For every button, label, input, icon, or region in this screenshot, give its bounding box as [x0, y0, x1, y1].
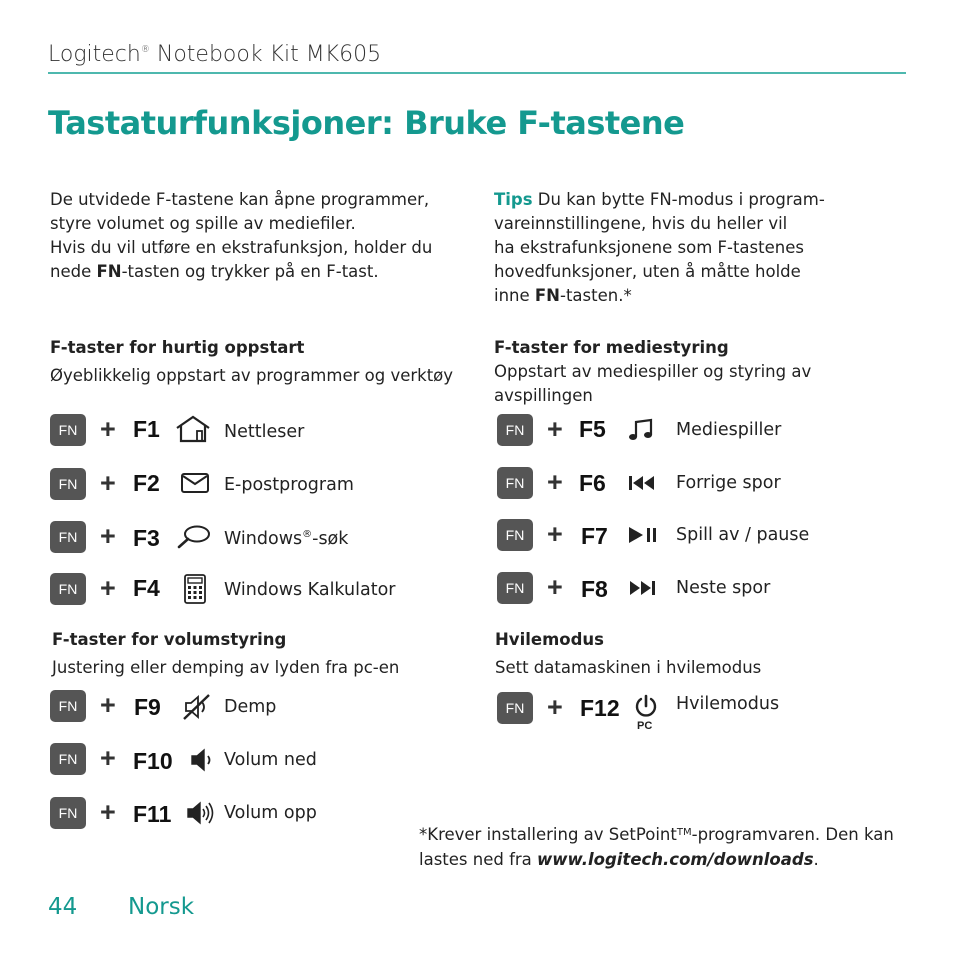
fn-key: FN: [497, 519, 533, 551]
tips-line: ha ekstrafunksjonene som F-tastenes: [494, 238, 804, 257]
plus-sign: +: [100, 797, 116, 827]
footnote-text: .: [813, 850, 819, 869]
section-heading-media: F-taster for mediestyring: [494, 338, 729, 357]
search-icon: [176, 524, 212, 550]
pc-label: PC: [637, 720, 653, 732]
tips-line: hovedfunksjoner, uten å måtte holde: [494, 262, 801, 281]
f12-key: F12: [580, 695, 620, 721]
f5-label: Mediespiller: [676, 420, 782, 440]
fn-key: FN: [50, 690, 86, 722]
plus-sign: +: [100, 521, 116, 551]
section-desc-line: avspillingen: [494, 386, 593, 405]
f5-key: F5: [579, 416, 606, 442]
intro-line: De utvidede F-tastene kan åpne programmer,: [50, 190, 430, 209]
f2-label: E-postprogram: [224, 475, 354, 495]
f3-label: [224, 530, 348, 549]
section-desc-volume: Justering eller demping av lyden fra pc-en: [52, 658, 400, 677]
f7-key: F7: [581, 523, 608, 549]
section-desc-quick: Øyeblikkelig oppstart av programmer og verktøy: [50, 366, 454, 385]
plus-sign: +: [100, 468, 116, 498]
fn-key: FN: [497, 692, 533, 724]
tips-text: Du kan bytte FN-modus i program-: [532, 190, 825, 209]
f4-label: Windows Kalkulator: [224, 580, 396, 600]
page-title: Tastaturfunksjoner: Bruke F-tastene: [48, 104, 685, 142]
intro-text: nede: [50, 262, 97, 281]
section-desc-sleep: Sett datamaskinen i hvilemodus: [495, 658, 762, 677]
footnote-line: [419, 820, 914, 847]
registered-mark: ®: [140, 45, 150, 55]
plus-sign: +: [100, 414, 116, 444]
f9-label: Demp: [224, 697, 277, 717]
intro-line: styre volumet og spille av mediefiler.: [50, 214, 356, 233]
f4-key: F4: [133, 575, 160, 601]
f1-label: Nettleser: [224, 422, 305, 442]
f12-label: Hvilemodus: [676, 694, 780, 714]
f11-label: Volum opp: [224, 803, 317, 823]
tips-paragraph: [494, 188, 894, 308]
intro-line: [50, 260, 460, 284]
volume-down-icon: [190, 746, 216, 774]
music-note-icon: [628, 418, 656, 442]
intro-line: Hvis du vil utføre en ekstrafunksjon, holder du: [50, 238, 433, 257]
plus-sign: +: [547, 467, 563, 497]
plus-sign: +: [547, 519, 563, 549]
fn-key: FN: [50, 468, 86, 500]
registered-mark: ®: [302, 529, 313, 540]
f1-key: F1: [133, 416, 160, 442]
previous-track-icon: [628, 474, 656, 492]
tips-fn-bold: FN: [534, 286, 560, 305]
f3-key: F3: [133, 525, 160, 551]
plus-sign: +: [100, 690, 116, 720]
tips-line: vareinnstillingene, hvis du heller vil: [494, 214, 788, 233]
product-name: Notebook Kit MK605: [156, 42, 382, 67]
mute-icon: [182, 693, 212, 721]
f10-label: Volum ned: [224, 750, 317, 770]
play-pause-icon: [628, 526, 660, 544]
f9-key: F9: [134, 694, 161, 720]
plus-sign: +: [547, 414, 563, 444]
plus-sign: +: [100, 573, 116, 603]
fn-key: FN: [50, 797, 86, 829]
section-desc-media: [494, 360, 811, 408]
f3-label-text: Windows: [224, 529, 303, 549]
f10-key: F10: [133, 748, 173, 774]
footnote-text: lastes ned fra: [419, 850, 538, 869]
tips-line: [494, 188, 894, 212]
footnote-line: [419, 847, 914, 872]
next-track-icon: [628, 579, 656, 597]
tips-text: inne: [494, 286, 535, 305]
tips-label: Tips: [494, 190, 533, 209]
section-heading-quick: F-taster for hurtig oppstart: [50, 338, 305, 357]
power-icon: [634, 694, 658, 718]
plus-sign: +: [547, 692, 563, 722]
footnote: [419, 820, 914, 872]
f2-key: F2: [133, 470, 160, 496]
section-heading-volume: F-taster for volumstyring: [52, 630, 287, 649]
envelope-icon: [180, 472, 210, 494]
brand-name: Logitech: [48, 42, 141, 67]
f11-key: F11: [133, 801, 172, 827]
f6-label: Forrige spor: [676, 473, 781, 493]
fn-key: FN: [50, 414, 86, 446]
f6-key: F6: [579, 470, 606, 496]
page-number: 44: [48, 894, 78, 920]
f3-label-suffix: -søk: [312, 529, 349, 549]
footnote-text: *Krever installering av SetPoint: [419, 825, 677, 844]
header-rule: [48, 72, 906, 74]
intro-fn-bold: FN: [96, 262, 122, 281]
plus-sign: +: [547, 572, 563, 602]
brand-header: [48, 42, 381, 67]
intro-paragraph: [50, 188, 460, 284]
f7-label: Spill av / pause: [676, 525, 810, 545]
fn-key: FN: [50, 573, 86, 605]
tips-text: -tasten.*: [560, 286, 632, 305]
section-heading-sleep: Hvilemodus: [495, 630, 604, 649]
tips-line: [494, 284, 894, 308]
download-link[interactable]: www.logitech.com/downloads: [537, 850, 814, 869]
f8-label: Neste spor: [676, 578, 771, 598]
fn-key: FN: [497, 467, 533, 499]
section-desc-line: Oppstart av mediespiller og styring av: [494, 362, 812, 381]
footnote-text: -programvaren. Den kan: [691, 825, 894, 844]
fn-key: FN: [497, 572, 533, 604]
calculator-icon: [183, 574, 207, 604]
fn-key: FN: [50, 521, 86, 553]
f8-key: F8: [581, 576, 608, 602]
plus-sign: +: [100, 743, 116, 773]
home-icon: [174, 414, 212, 444]
trademark-mark: TM: [676, 827, 692, 838]
fn-key: FN: [497, 414, 533, 446]
fn-key: FN: [50, 743, 86, 775]
volume-up-icon: [186, 799, 216, 827]
language-label: Norsk: [128, 894, 195, 920]
intro-text: -tasten og trykker på en F-tast.: [121, 262, 379, 281]
